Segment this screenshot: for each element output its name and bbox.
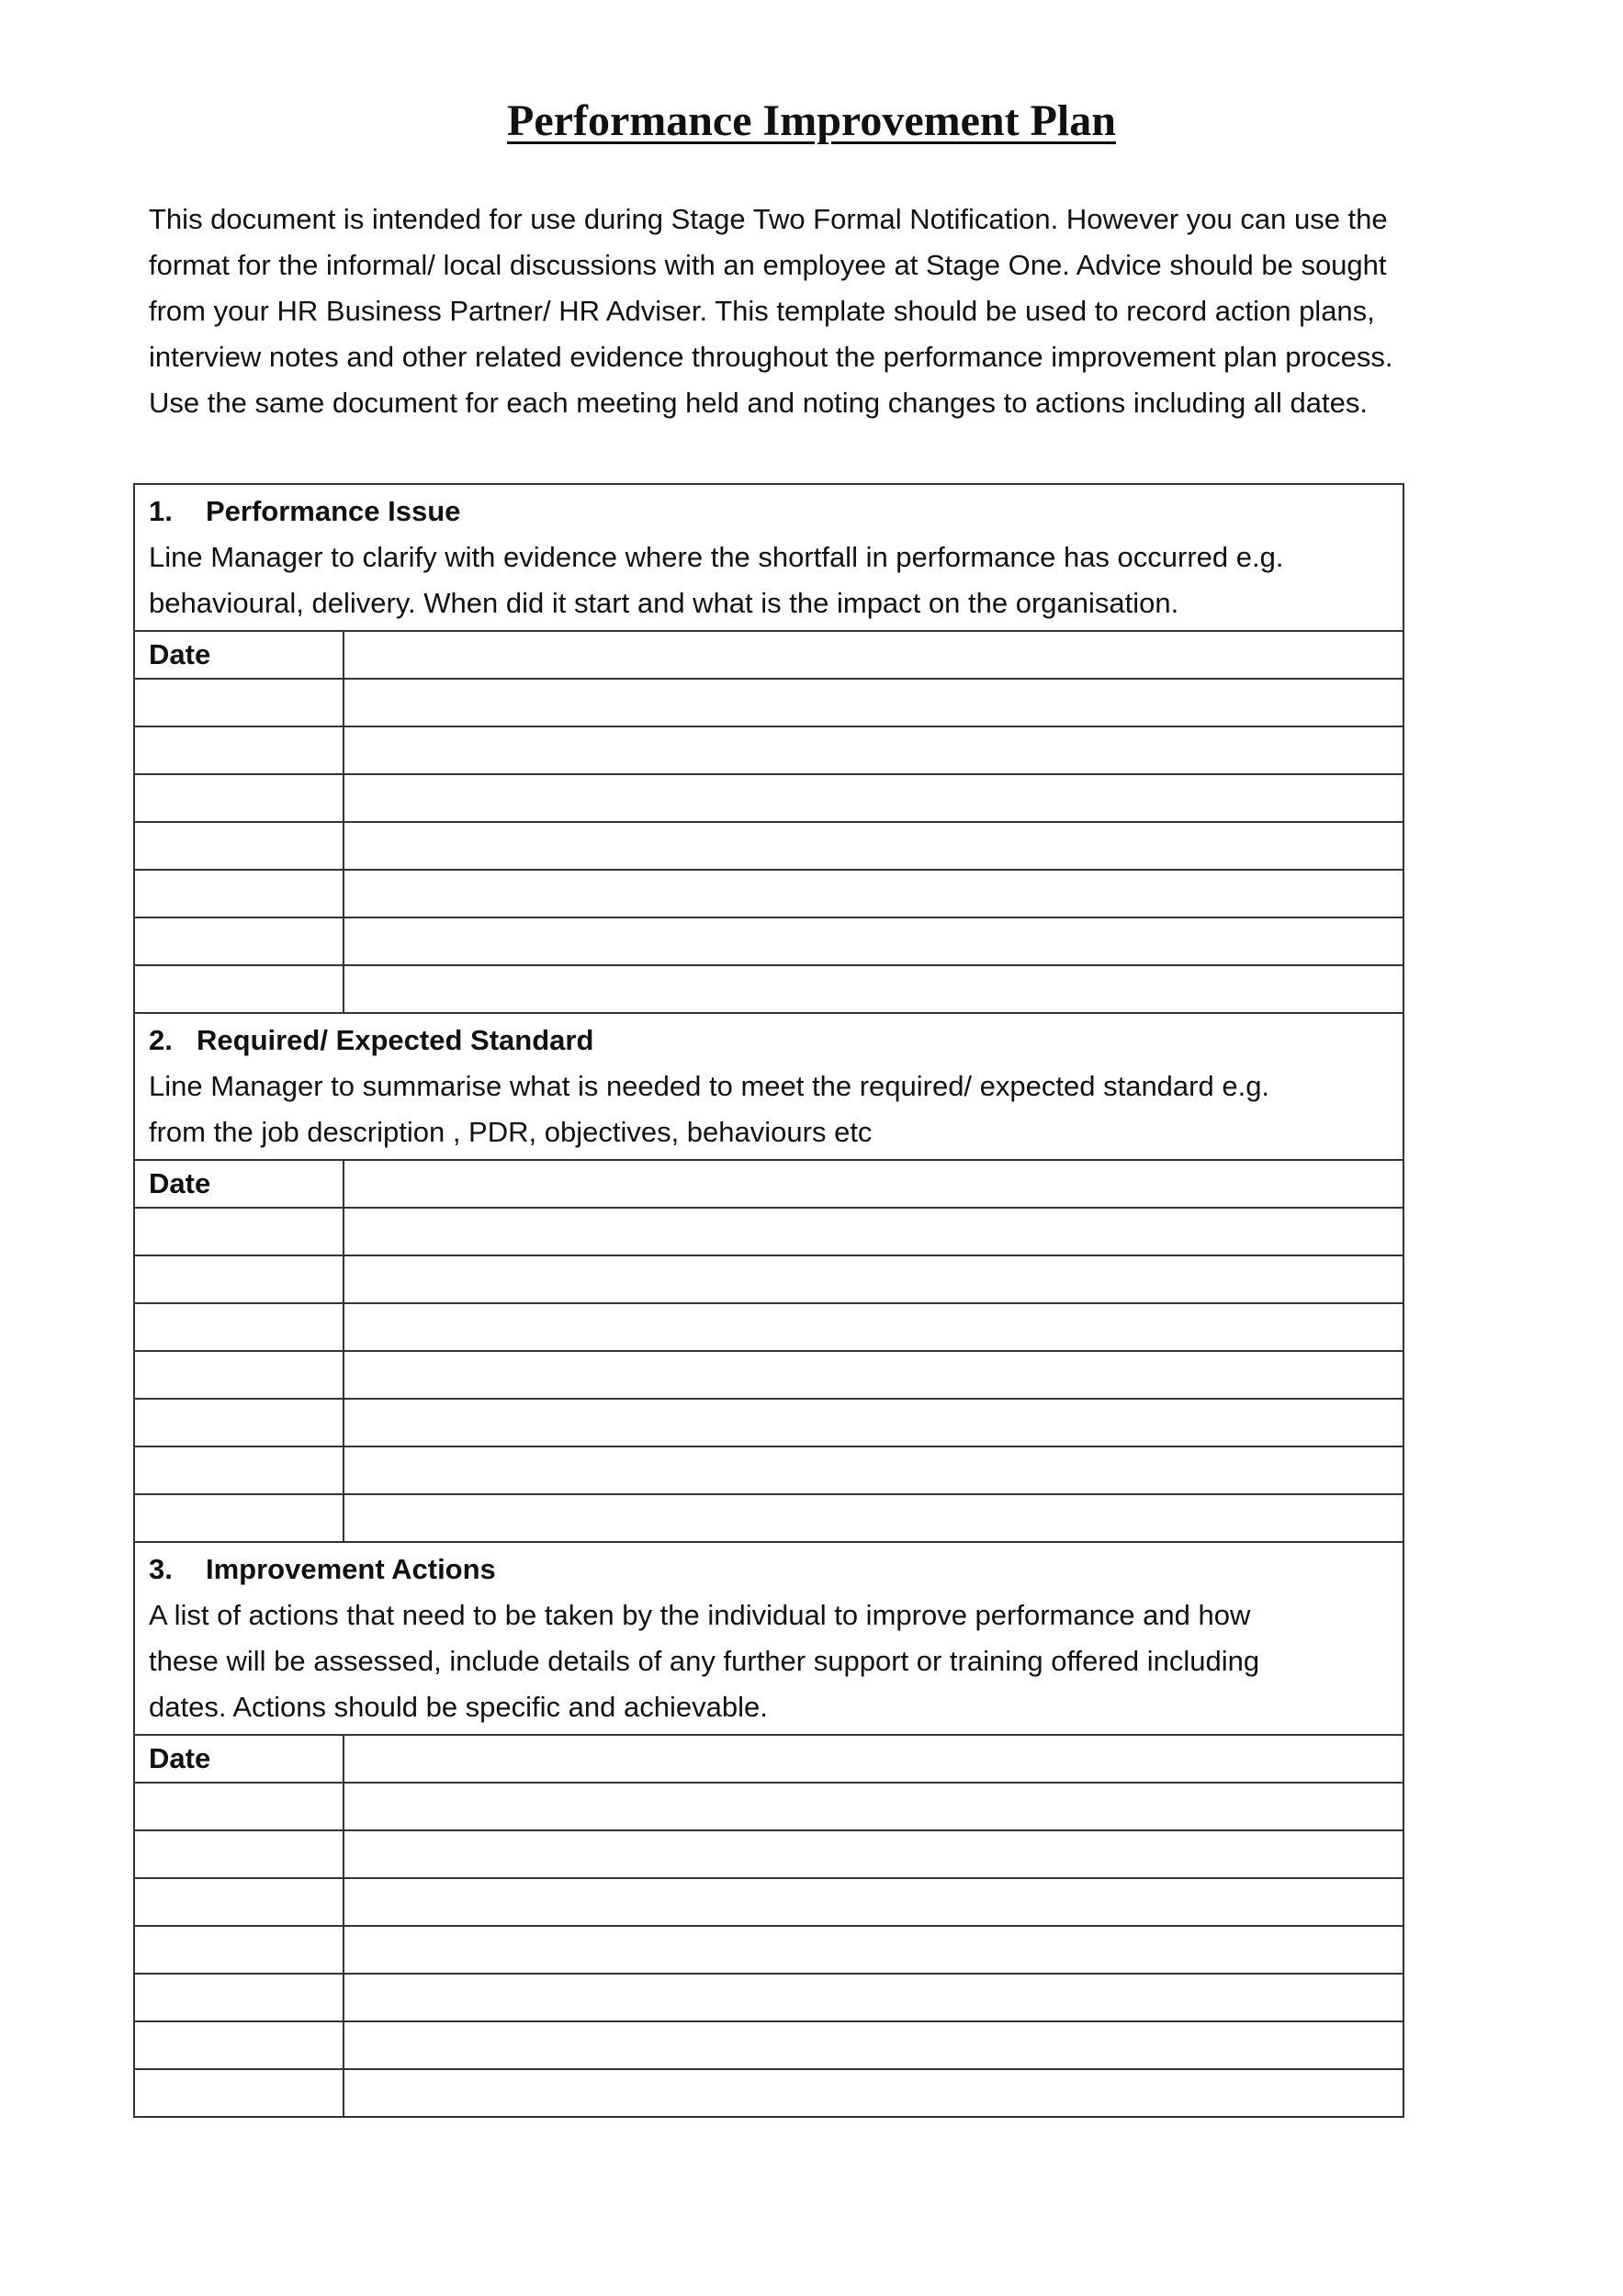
- entry-cell[interactable]: [344, 1446, 1403, 1494]
- date-cell[interactable]: [134, 1351, 344, 1399]
- date-label: Date: [134, 631, 344, 679]
- date-cell[interactable]: [134, 679, 344, 726]
- entry-cell[interactable]: [344, 2021, 1403, 2069]
- entry-cell[interactable]: [344, 1494, 1403, 1542]
- entry-cell[interactable]: [344, 1399, 1403, 1446]
- plan-table: [133, 483, 1404, 2118]
- table-row: [134, 1878, 1403, 1926]
- date-cell[interactable]: [134, 917, 344, 965]
- entry-cell[interactable]: [344, 774, 1403, 822]
- date-cell[interactable]: [134, 1446, 344, 1494]
- table-row: [134, 774, 1403, 822]
- table-row: [134, 870, 1403, 917]
- entry-cell[interactable]: [344, 1208, 1403, 1255]
- section-number: 3.: [149, 1553, 173, 1585]
- section-cell: [134, 1013, 1403, 1160]
- section-header-performance-issue: [134, 484, 1403, 631]
- section-header-required-standard: [134, 1013, 1403, 1160]
- entry-cell[interactable]: [344, 870, 1403, 917]
- section-cell: [134, 484, 1403, 631]
- table-row: [134, 917, 1403, 965]
- entry-cell[interactable]: [344, 1926, 1403, 1974]
- intro-line: from your HR Business Partner/ HR Adviser. This template should be used to record action plans,: [149, 295, 1375, 327]
- section-title: Performance Issue: [206, 495, 461, 527]
- section-title: Improvement Actions: [206, 1553, 496, 1585]
- section-title: Required/ Expected Standard: [197, 1024, 594, 1056]
- date-cell[interactable]: [134, 2021, 344, 2069]
- intro-line: This document is intended for use during Stage Two Formal Notification. However you can use the: [149, 203, 1388, 235]
- date-cell[interactable]: [134, 1974, 344, 2021]
- date-cell[interactable]: [134, 1926, 344, 1974]
- table-row: [134, 1399, 1403, 1446]
- section-description: A list of actions that need to be taken by the individual to improve performance and how: [149, 1599, 1251, 1631]
- entry-cell[interactable]: [344, 965, 1403, 1013]
- date-cell[interactable]: [134, 726, 344, 774]
- section-description: dates. Actions should be specific and achievable.: [149, 1691, 768, 1723]
- entry-cell[interactable]: [344, 1351, 1403, 1399]
- table-row: [134, 2069, 1403, 2117]
- section-description: behavioural, delivery. When did it start and what is the impact on the organisation.: [149, 587, 1179, 619]
- entry-cell[interactable]: [344, 1160, 1403, 1208]
- date-cell[interactable]: [134, 822, 344, 870]
- table-row: [134, 679, 1403, 726]
- entry-cell[interactable]: [344, 1735, 1403, 1783]
- entry-cell[interactable]: [344, 1303, 1403, 1351]
- section-heading: [149, 1018, 1403, 1064]
- section-number: 1.: [149, 495, 173, 527]
- date-cell[interactable]: [134, 1783, 344, 1830]
- entry-cell[interactable]: [344, 1783, 1403, 1830]
- table-row: [134, 1446, 1403, 1494]
- entry-cell[interactable]: [344, 631, 1403, 679]
- table-row: [134, 1830, 1403, 1878]
- entry-cell[interactable]: [344, 822, 1403, 870]
- section-description: Line Manager to summarise what is needed to meet the required/ expected standard e.g.: [149, 1070, 1270, 1102]
- date-cell[interactable]: [134, 1303, 344, 1351]
- table-row: [134, 965, 1403, 1013]
- entry-cell[interactable]: [344, 679, 1403, 726]
- date-cell[interactable]: [134, 2069, 344, 2117]
- section-heading: [149, 1547, 1403, 1593]
- page-title: Performance Improvement Plan: [507, 96, 1116, 145]
- date-cell[interactable]: [134, 774, 344, 822]
- date-cell[interactable]: [134, 1399, 344, 1446]
- entry-cell[interactable]: [344, 917, 1403, 965]
- date-cell[interactable]: [134, 1830, 344, 1878]
- table-row: [134, 1926, 1403, 1974]
- table-row: [134, 1494, 1403, 1542]
- table-row: [134, 1974, 1403, 2021]
- entry-cell[interactable]: [344, 2069, 1403, 2117]
- entry-cell[interactable]: [344, 1878, 1403, 1926]
- date-header-row: [134, 1160, 1403, 1208]
- table-row: [134, 2021, 1403, 2069]
- intro-paragraph: [149, 197, 1517, 426]
- date-cell[interactable]: [134, 1878, 344, 1926]
- section-header-improvement-actions: [134, 1542, 1403, 1735]
- date-header-row: [134, 631, 1403, 679]
- date-cell[interactable]: [134, 870, 344, 917]
- date-cell[interactable]: [134, 1208, 344, 1255]
- intro-line: Use the same document for each meeting held and noting changes to actions including all dates.: [149, 387, 1368, 419]
- section-description: from the job description , PDR, objectives, behaviours etc: [149, 1116, 873, 1148]
- entry-cell[interactable]: [344, 1830, 1403, 1878]
- entry-cell[interactable]: [344, 726, 1403, 774]
- date-label: Date: [134, 1735, 344, 1783]
- entry-cell[interactable]: [344, 1974, 1403, 2021]
- table-row: [134, 1303, 1403, 1351]
- table-row: [134, 726, 1403, 774]
- section-description: Line Manager to clarify with evidence where the shortfall in performance has occurred e.g.: [149, 541, 1284, 573]
- date-label: Date: [134, 1160, 344, 1208]
- date-header-row: [134, 1735, 1403, 1783]
- entry-cell[interactable]: [344, 1255, 1403, 1303]
- table-row: [134, 822, 1403, 870]
- section-cell: [134, 1542, 1403, 1735]
- intro-line: format for the informal/ local discussions with an employee at Stage One. Advice should be sought: [149, 249, 1387, 281]
- section-heading: [149, 489, 1403, 535]
- section-description: these will be assessed, include details of any further support or training offered including: [149, 1645, 1260, 1677]
- table-row: [134, 1351, 1403, 1399]
- date-cell[interactable]: [134, 1494, 344, 1542]
- table-row: [134, 1255, 1403, 1303]
- table-row: [134, 1208, 1403, 1255]
- intro-line: interview notes and other related evidence throughout the performance improvement plan process.: [149, 341, 1393, 373]
- table-row: [134, 1783, 1403, 1830]
- date-cell[interactable]: [134, 1255, 344, 1303]
- section-number: 2.: [149, 1024, 173, 1056]
- date-cell[interactable]: [134, 965, 344, 1013]
